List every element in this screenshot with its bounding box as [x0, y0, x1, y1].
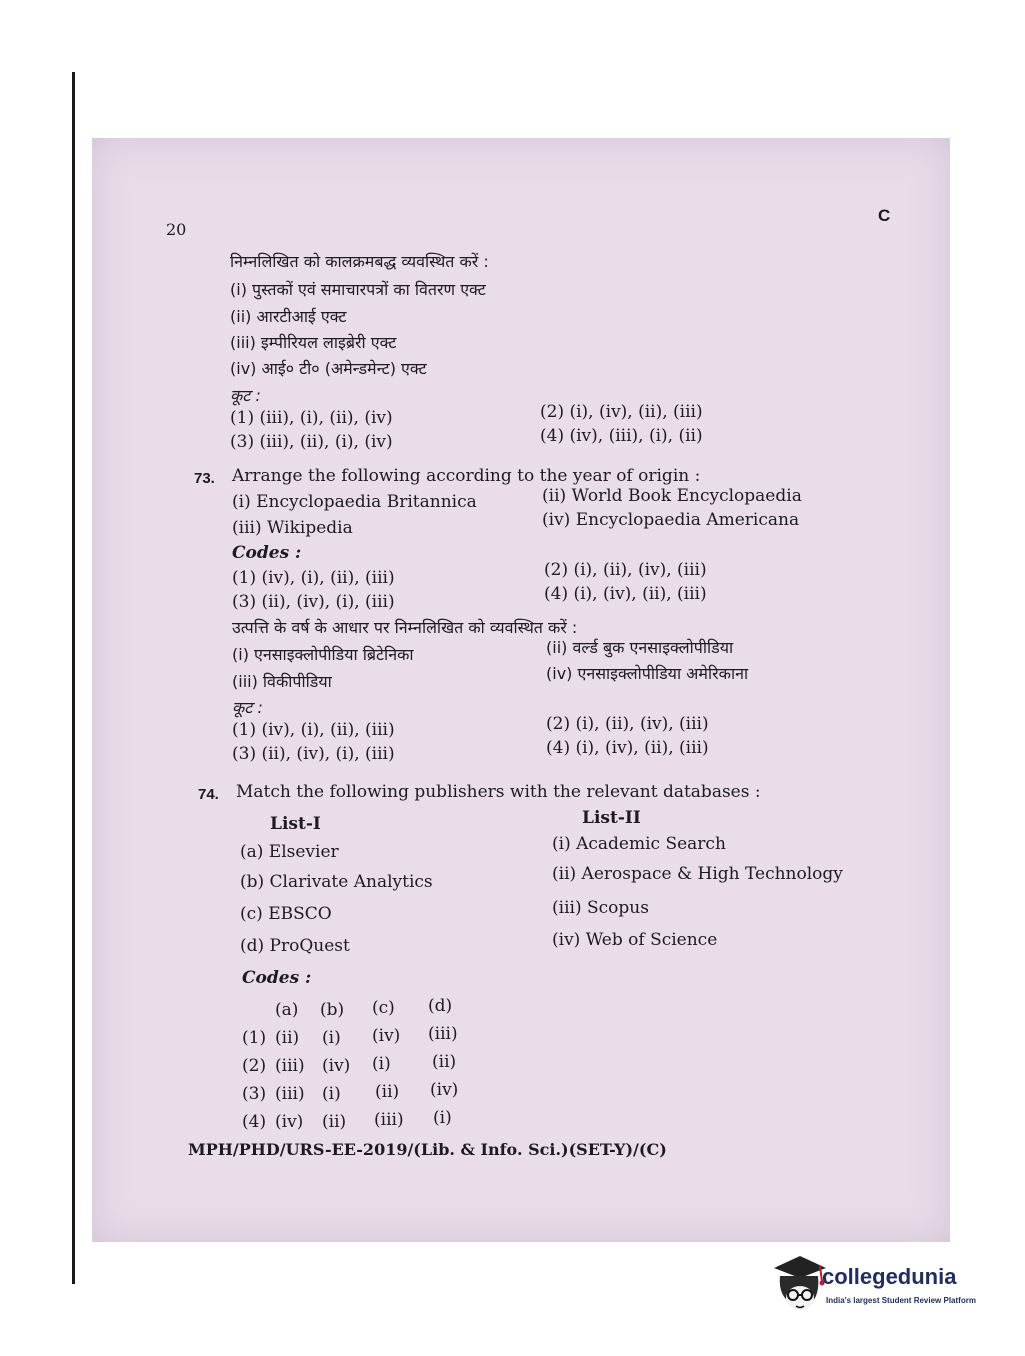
- mascot-icon: [770, 1250, 830, 1320]
- codes-label: Codes :: [242, 968, 312, 988]
- list1-title: List-I: [270, 814, 321, 834]
- code-cell: (iii): [275, 1056, 305, 1076]
- code-cell: (ii): [375, 1082, 400, 1102]
- code-header: (b): [320, 1000, 345, 1020]
- hindi-item: (iv) एनसाइक्लोपीडिया अमेरिकाना: [546, 664, 749, 683]
- code-cell: (4): [242, 1112, 267, 1132]
- list2-item: (iii) Scopus: [552, 898, 649, 918]
- option: (2) (i), (iv), (ii), (iii): [540, 402, 703, 422]
- scan-edge: [72, 72, 75, 1284]
- hindi-item: (ii) वर्ल्ड बुक एनसाइक्लोपीडिया: [546, 638, 734, 657]
- list2-title: List-II: [582, 808, 641, 828]
- exam-page: [92, 138, 950, 1242]
- code-cell: (i): [322, 1084, 341, 1104]
- code-cell: (iv): [322, 1056, 351, 1076]
- list1-item: (b) Clarivate Analytics: [240, 872, 433, 892]
- collegedunia-logo[interactable]: [770, 1250, 1000, 1320]
- paper-code-footer: MPH/PHD/URS-EE-2019/(Lib. & Info. Sci.)(SET-Y)/(C): [188, 1140, 667, 1159]
- hindi-item: (i) एनसाइक्लोपीडिया ब्रिटेनिका: [232, 645, 414, 664]
- option: (4) (i), (iv), (ii), (iii): [546, 738, 709, 758]
- list2-item: (i) Academic Search: [552, 834, 726, 854]
- set-letter: C: [878, 206, 891, 225]
- logo-wordmark: collegedunia: [822, 1264, 957, 1289]
- item: (ii) World Book Encyclopaedia: [542, 486, 802, 506]
- list2-item: (iv) Web of Science: [552, 930, 718, 950]
- code-cell: (ii): [322, 1112, 347, 1132]
- hindi-stem: उत्पत्ति के वर्ष के आधार पर निम्नलिखित को व्यवस्थित करें :: [232, 618, 578, 637]
- option: (3) (ii), (iv), (i), (iii): [232, 744, 395, 764]
- page-number: 20: [166, 220, 187, 239]
- code-cell: (ii): [432, 1052, 457, 1072]
- item: (iv) Encyclopaedia Americana: [542, 510, 800, 530]
- question-stem: Match the following publishers with the relevant databases :: [236, 782, 761, 802]
- code-cell: (3): [242, 1084, 267, 1104]
- code-cell: (2): [242, 1056, 267, 1076]
- option: (1) (iii), (i), (ii), (iv): [230, 408, 393, 428]
- item: (iii) Wikipedia: [232, 518, 353, 538]
- codes-label: कूट :: [232, 698, 263, 717]
- list1-item: (c) EBSCO: [240, 904, 332, 924]
- item: (iv) आई० टी० (अमेन्डमेन्ट) एक्ट: [230, 359, 427, 378]
- code-cell: (iii): [275, 1084, 305, 1104]
- option: (3) (ii), (iv), (i), (iii): [232, 592, 395, 612]
- code-header: (a): [275, 1000, 299, 1020]
- list1-item: (d) ProQuest: [240, 936, 350, 956]
- option: (2) (i), (ii), (iv), (iii): [546, 714, 709, 734]
- question-stem: निम्नलिखित को कालक्रमबद्ध व्यवस्थित करें :: [230, 252, 489, 271]
- question-stem: Arrange the following according to the year of origin :: [232, 466, 701, 486]
- code-header: (c): [372, 998, 395, 1018]
- code-cell: (ii): [275, 1028, 300, 1048]
- code-cell: (iii): [374, 1110, 404, 1130]
- codes-label: कूट :: [230, 386, 261, 405]
- item: (i) पुस्तकों एवं समाचारपत्रों का वितरण एक्ट: [230, 280, 486, 299]
- code-cell: (i): [322, 1028, 341, 1048]
- option: (4) (i), (iv), (ii), (iii): [544, 584, 707, 604]
- code-cell: (1): [242, 1028, 267, 1048]
- option: (3) (iii), (ii), (i), (iv): [230, 432, 393, 452]
- code-cell: (iv): [372, 1026, 401, 1046]
- code-cell: (iv): [430, 1080, 459, 1100]
- codes-label: Codes :: [232, 543, 302, 563]
- option: (1) (iv), (i), (ii), (iii): [232, 568, 395, 588]
- code-cell: (i): [372, 1054, 391, 1074]
- option: (1) (iv), (i), (ii), (iii): [232, 720, 395, 740]
- code-cell: (iii): [428, 1024, 458, 1044]
- logo-tagline: India's largest Student Review Platform: [826, 1296, 976, 1305]
- list1-item: (a) Elsevier: [240, 842, 339, 862]
- code-cell: (iv): [275, 1112, 304, 1132]
- item: (iii) इम्पीरियल लाइब्रेरी एक्ट: [230, 333, 397, 352]
- question-number: 73.: [194, 470, 215, 487]
- question-number: 74.: [198, 786, 219, 803]
- list2-item: (ii) Aerospace & High Technology: [552, 864, 843, 884]
- option: (4) (iv), (iii), (i), (ii): [540, 426, 703, 446]
- code-cell: (i): [433, 1108, 452, 1128]
- hindi-item: (iii) विकीपीडिया: [232, 672, 332, 691]
- option: (2) (i), (ii), (iv), (iii): [544, 560, 707, 580]
- item: (i) Encyclopaedia Britannica: [232, 492, 477, 512]
- code-header: (d): [428, 996, 453, 1016]
- item: (ii) आरटीआई एक्ट: [230, 307, 347, 326]
